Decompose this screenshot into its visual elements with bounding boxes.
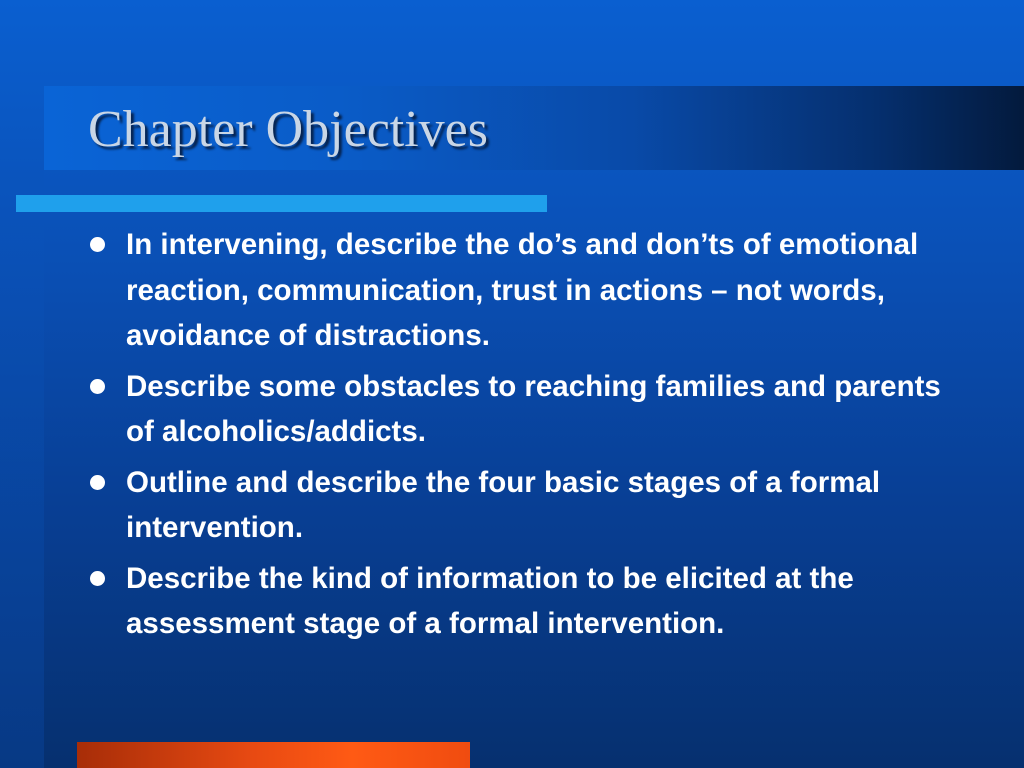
bullet-text: In intervening, describe the do’s and don’ts of emotional reaction, communication, trust in actions – not words, avoidance of distractions. <box>126 228 919 352</box>
objectives-list <box>88 222 948 652</box>
bullet-dot-icon <box>90 475 105 490</box>
list-item <box>88 364 948 455</box>
bullet-dot-icon <box>90 571 105 586</box>
title-underline-bar <box>16 195 547 212</box>
slide-title: Chapter Objectives <box>88 101 488 158</box>
bullet-dot-icon <box>90 379 105 394</box>
bullet-dot-icon <box>90 237 105 252</box>
left-panel-decoration <box>0 170 44 768</box>
bullet-text: Outline and describe the four basic stages of a formal intervention. <box>126 465 881 544</box>
footer-accent-bar <box>77 742 470 768</box>
list-item <box>88 556 948 647</box>
list-item <box>88 222 948 359</box>
list-item <box>88 460 948 551</box>
bullet-text: Describe some obstacles to reaching families and parents of alcoholics/addicts. <box>126 369 941 448</box>
bullet-text: Describe the kind of information to be elicited at the assessment stage of a formal intervention. <box>126 561 854 640</box>
